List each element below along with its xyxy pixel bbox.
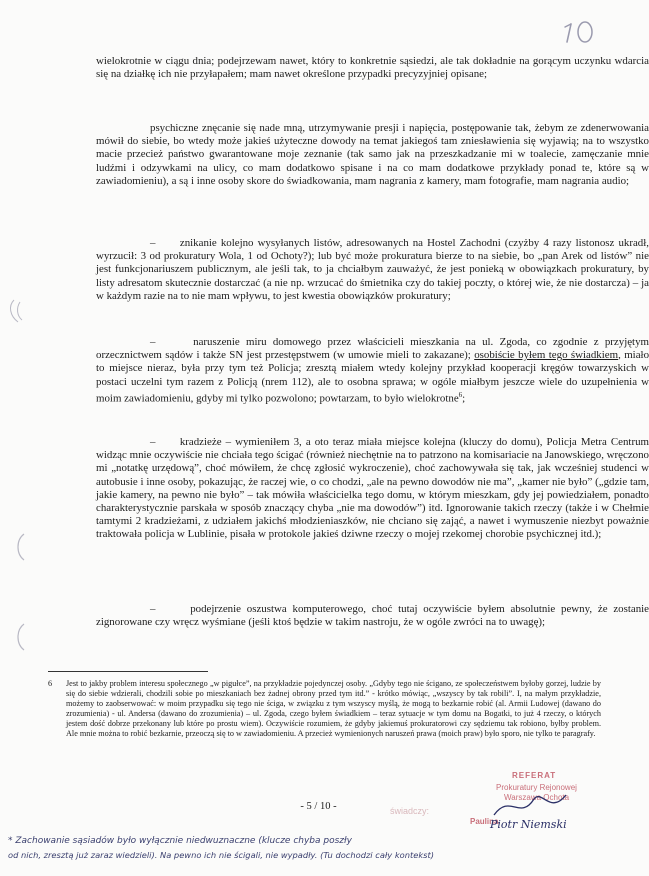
paragraph-3: – znikanie kolejno wysyłanych listów, adresowanych na Hostel Zachodni (czyżby 4 razy listonosz ukradł, wyrzucił: 3 od prokuratury Wola, 1 od Ochoty?); lub być może prokuratura bierze to na siebie, bo „pan Arek od listów” nie jest funkcjonariuszem publicznym, ale jeśli tak, to ja chciałbym zauważyć, że jest ponieką w obowiązkach prokuratury, by listy adresatom skutecznie dostarczać (a nie np. wrzucać do śmietnika czy do takiej poczty, o której wie, że nie dostarcza) – ja w każdym razie na to nie mam wpływu, to jest kwestia obowiązków prokuratury; <box>96 237 649 302</box>
page-number: - 5 / 10 - <box>300 801 337 812</box>
footnote-rule <box>48 671 208 672</box>
margin-bracket-icon <box>4 532 34 562</box>
footnote-text: Jest to jakby problem interesu społecznego „w pigułce”, na przykładzie pojedynczej osoby. „Gdyby tego nie ścigano, ze społeczeństwem byłoby gorzej, ludzie by się do siebie wdzierali, chodzili sobie po mieszkaniach bez żadnej obrony przed tym itd.” - krótko mówiąc, „wszyscy by tak robili”. I, na małym przykładzie, możemy to zaobserwować: w moim przypadku się tego nie ściga, w związku z tym wszyscy myślą, że mogą to bezkarnie robić (al. Armii Ludowej (dawano do zrozumienia) - ul. Andersa (dawano do zrozumienia) – ul. Zgoda, czego byłem świadkiem – teraz sytuacje w tym domu na Bogatki, to już 4 rzeczy, o których jestem dość dobrze przekonany lub które po prostu wiem). Oczywiście rozumiem, że gdyby jakiemuś prokuratorowi czy sędziemu tak robiono, byłby problem. Ale mnie można to robić bezkarnie, przeoczą się to w zawiadomieniu. A przecież wymienionych naruszeń prawa (moich praw) było sporo, nie tylko te paragrafy. <box>66 679 601 738</box>
footnote <box>48 679 601 738</box>
faint-stamp-text: świadczy: <box>390 806 430 816</box>
handwritten-note-line-2: od nich, zresztą już zaraz wiedzieli). Na pewno ich nie ścigali, nie wypadły. (Tu dochodzi cały kontekst) <box>8 850 434 860</box>
paragraph-5: – kradzieże – wymieniłem 3, a oto teraz miała miejsce kolejna (kluczy do domu), Policja Metra Centrum widząc mnie oczywiście nie chciała tego ścigać (również niechętnie na to patrzono na komisariacie na Janowskiego, wręczono mi „notatkę urzędową”, choć mówiłem, że chcę zgłosić wykroczenie), choć zachowywała się tak, jak wcześniej studenci w autobusie i inne osoby, pokazując, że raczej wie, o co chodzi, „ale na pewno dowodów nie ma”, „kamer nie było” („gdzie tam, jakie kamery, na pewno nie było” – tak mówiła właścicielka tego domu, w którym mieszkam, gdy jej powiedziałem, ponadto charakterystycznie parskała w sposób znaczący chyba „nie ma dowodów”) itd. Ignorowanie takich rzeczy (także i w Chełmie tamtymi 2 kradzieżami, z udziałem jakichś młodzieniaszków, nie chciano się zająć, a nawet i wymuszenie niezbyt poważnie traktowała policja w Lublinie, pisała w protokole jakieś dziwne rzeczy o mojej rzekomej chorobie psychicznej itd.); <box>96 436 649 541</box>
stamp-line-1: REFERAT <box>512 771 557 780</box>
stamp-line-2: Prokuratury Rejonowej <box>496 783 577 792</box>
stamp-line-4: Paulina <box>470 817 499 826</box>
paragraph-4-text: – naruszenie miru domowego przez właścicieli mieszkania na ul. Zgoda, co zgodnie z przyjętym orzecznictwem sądów i także SN jest przestępstwem (w umowie mieli to zakazane); <box>96 336 649 362</box>
handwritten-note-line-1: * Zachowanie sąsiadów było wyłącznie niedwuznaczne (klucze chyba poszły <box>8 836 352 846</box>
paragraph-1: wielokrotnie w ciągu dnia; podejrzewam nawet, który to konkretnie sąsiedzi, ale tak dokładnie na gorącym uczynku wdarcia się na działkę ich nie przyłapałem; mam nawet określone przypadki precyzyjniej opisane; <box>96 55 649 81</box>
margin-bracket-icon <box>4 622 34 652</box>
footnote-ref: 6 <box>458 390 463 399</box>
paragraph-4 <box>96 336 649 406</box>
handwritten-page-number <box>553 18 613 48</box>
margin-mark-icon <box>4 296 34 326</box>
paragraph-4-end: ; <box>462 392 466 405</box>
footnote-number: 6 <box>48 679 53 688</box>
stamp-line-3: Warszawa Ochota <box>504 793 570 802</box>
paragraph-4-rest: , miało to miejsce nieraz, była przy tym też Policja; zresztą miałem wtedy kolejny przykład kooperacji kręgów towarzyskich w postaci uczelni tym razem z Policją (nrem 112), ale to osobna sprawa; w ogóle miałbym jeszcze wiele do uzupełnienia w moim zawiadomieniu, gdyby mi tylko pozwolono; powtarzam, to było wielokrotne <box>96 349 649 405</box>
paragraph-6: – podejrzenie oszustwa komputerowego, choć tutaj oczywiście byłem absolutnie pewny, że zostanie zignorowane czy wręcz wyśmiane (jeśli ktoś będzie w takim nastroju, że w ogóle zwróci na to uwagę); <box>96 603 649 629</box>
paragraph-2: psychiczne znęcanie się nade mną, utrzymywanie presji i napięcia, postępowanie tak, żebym ze zdenerwowania mówił do siebie, bo wtedy może jakieś użyteczne dowody na temat jakiegoś tam zniesławienia się wyjawią; na to wszystko macie przecież państwo gwarantowane moje zeznanie (tak samo jak na przeszkadzanie mi w toalecie, zamęczanie mnie ludźmi i odzywkami na ulicy, co mam dodatkowo spisane i na co mam dodatkowe przykłady ponad te, które są w zawiadomieniu), a są i inne osoby skore do świadkowania, mam nagrania z kamery, mam fotografie, mam nagrania audio; <box>96 122 649 187</box>
underlined-phrase: osobiście byłem tego świadkiem <box>474 349 619 362</box>
handwritten-signature: Piotr Niemski <box>490 818 567 831</box>
